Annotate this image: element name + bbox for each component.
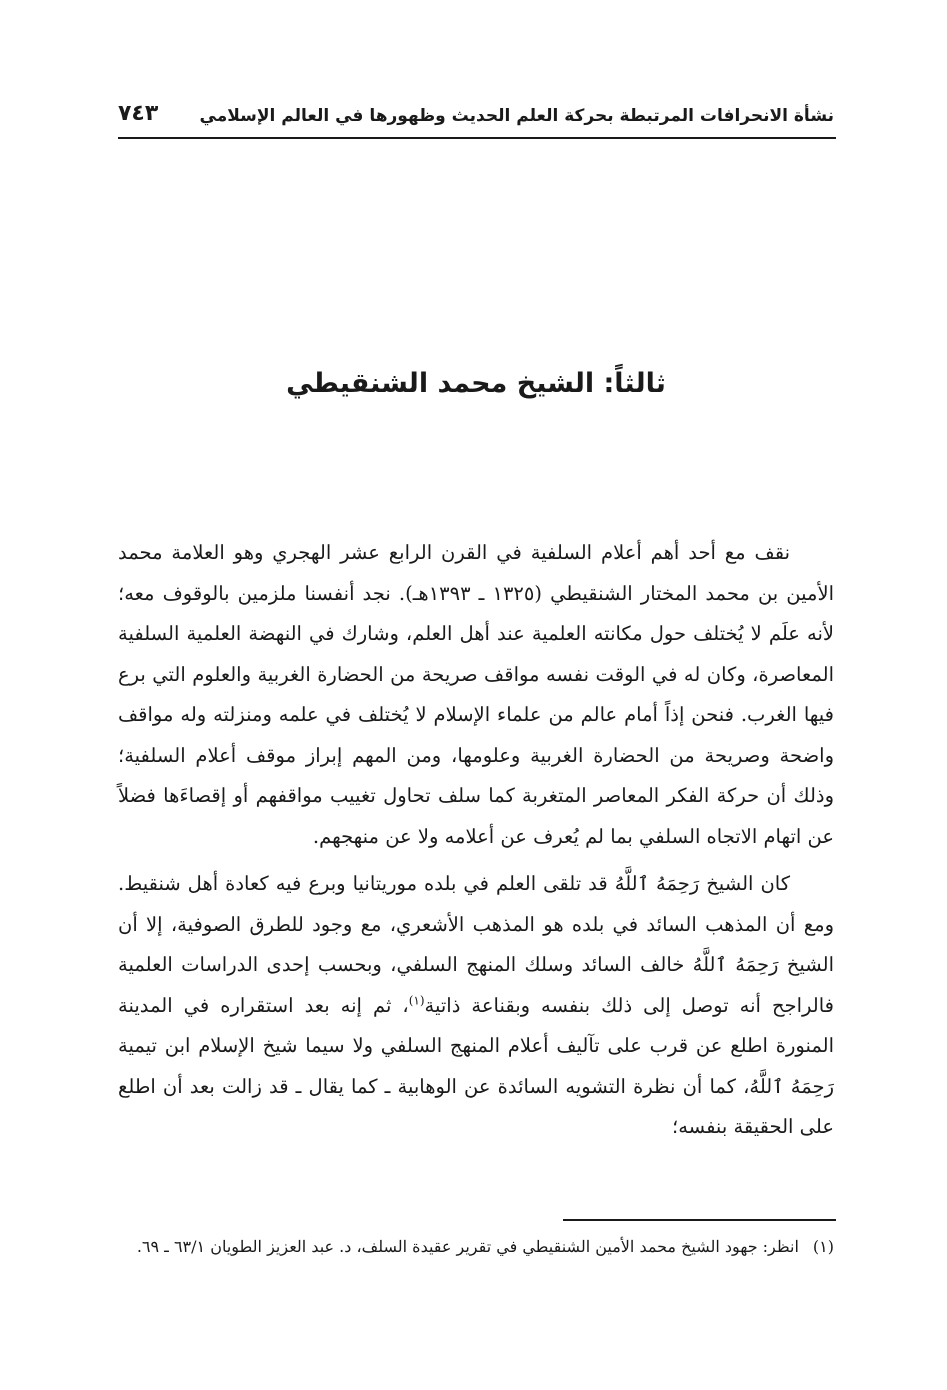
paragraph-2-part-2: ، ثم إنه بعد استقراره في المدينة المنورة اطلع عن قرب على تآليف أعلام المنهج السلفي ولا سيما شيخ الإسلام ابن تيمية رَحِمَهُ ٱللَّهُ، كما أن نظرة التشويه السائدة عن الوهابية ـ كما يقال ـ قد زالت بعد أن اطلع على الحقيقة بنفسه؛ xyxy=(118,993,834,1138)
header-divider xyxy=(118,137,836,139)
running-header xyxy=(118,100,834,134)
paragraph-2-part-1: كان الشيخ رَحِمَهُ ٱللَّهُ قد تلقى العلم في بلده موريتانيا وبرع فيه كعادة أهل شنقيط. ومع أن المذهب السائد في بلده هو المذهب الأشعري، مع وجود للطرق الصوفية، إلا أن الشيخ رَحِمَهُ ٱللَّهُ خالف السائد وسلك المنهج السلفي، وبحسب إحدى الدراسات العلمية فالراجح أنه توصل إلى ذلك بنفسه وبقناعة ذاتية xyxy=(118,872,834,1017)
footnote-divider xyxy=(563,1219,836,1221)
footnote xyxy=(118,1230,834,1264)
running-header-title: نشأة الانحرافات المرتبطة بحركة العلم الحديث وظهورها في العالم الإسلامي xyxy=(199,106,834,126)
paragraph-2 xyxy=(118,864,834,1148)
footnote-number: (١) xyxy=(812,1237,834,1256)
footnote-text: انظر: جهود الشيخ محمد الأمين الشنقيطي في تقرير عقيدة السلف، د. عبد العزيز الطويان ٦٣/١ ـ ٦٩. xyxy=(136,1237,799,1256)
section-title: ثالثاً: الشيخ محمد الشنقيطي xyxy=(286,368,666,399)
body-text xyxy=(118,533,834,1148)
paragraph-1: نقف مع أحد أهم أعلام السلفية في القرن الرابع عشر الهجري وهو العلامة محمد الأمين بن محمد المختار الشنقيطي (١٣٢٥ ـ ١٣٩٣هـ). نجد أنفسنا ملزمين بالوقوف معه؛ لأنه علَم لا يُختلف حول مكانته العلمية عند أهل العلم، وشارك في النهضة العلمية السلفية المعاصرة، وكان له في الوقت نفسه مواقف صريحة من الحضارة الغربية والعلوم التي برع فيها الغرب. فنحن إذاً أمام عالم من علماء الإسلام لا يُختلف في علمه ومنزلته وله مواقف واضحة وصريحة من الحضارة الغربية وعلومها، ومن المهم إبراز موقف أعلام السلفية؛ وذلك أن حركة الفكر المعاصر المتغربة كما سلف تحاول تغييب مواقفهم أو إقصاءَها فضلاً عن اتهام الاتجاه السلفي بما لم يُعرف عن أعلامه ولا عن منهجهم. xyxy=(118,541,834,848)
footnote-reference: (١) xyxy=(408,993,425,1007)
page-number: ٧٤٣ xyxy=(118,101,159,126)
